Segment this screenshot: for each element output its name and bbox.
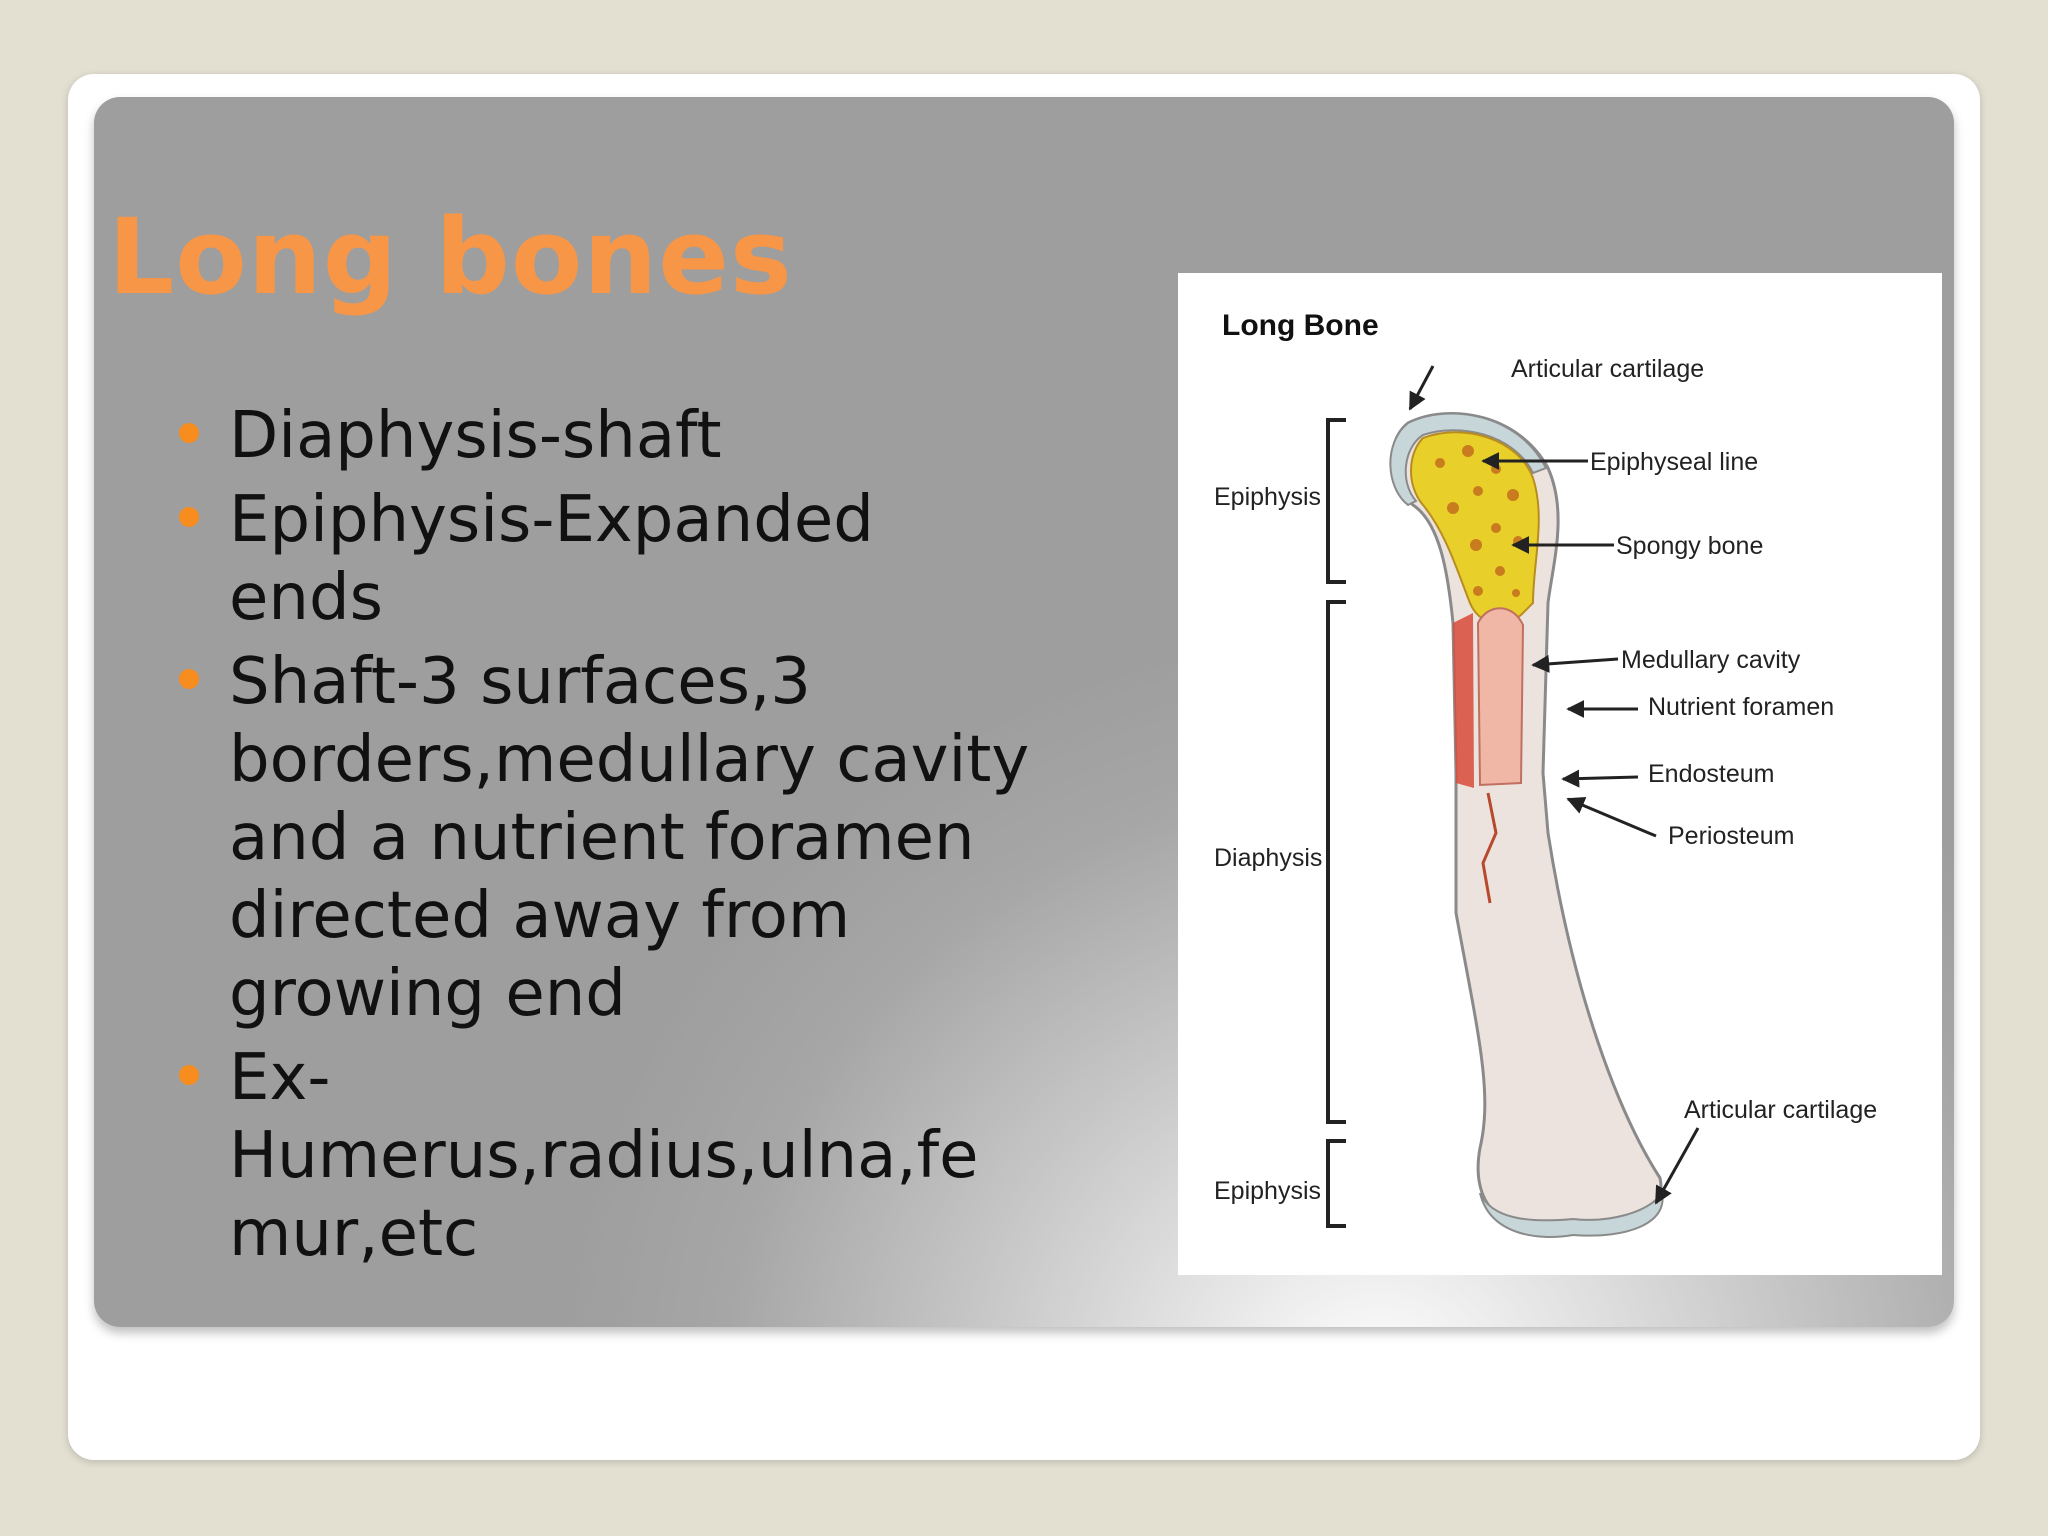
medullary-cavity: [1478, 608, 1523, 785]
slide-panel: [94, 97, 1954, 1327]
bullet-text: Shaft-3 surfaces,3 borders,medullary cavity and a nutrient foramen directed away from growing end: [229, 645, 1030, 1031]
region-epiphysis-top: Epiphysis: [1214, 483, 1321, 511]
label-articular-cartilage-bottom: Articular cartilage: [1684, 1096, 1878, 1124]
diagram-title: Long Bone: [1222, 309, 1379, 342]
bullet-item: [179, 481, 1039, 637]
bullet-text: Ex-Humerus,radius,ulna,femur,etc: [229, 1041, 979, 1271]
long-bone-diagram: [1178, 273, 1942, 1275]
label-periosteum: Periosteum: [1668, 822, 1795, 850]
slide-title: Long bones: [108, 196, 793, 318]
periosteum-layer: [1453, 613, 1474, 788]
bullet-dot-icon: [179, 1065, 199, 1085]
label-articular-cartilage-top: Articular cartilage: [1511, 355, 1705, 383]
bullet-dot-icon: [179, 669, 199, 689]
bullet-item: [179, 643, 1039, 1033]
bullet-text: Epiphysis-Expanded ends: [229, 483, 874, 635]
bullet-dot-icon: [179, 423, 199, 443]
region-diaphysis: Diaphysis: [1214, 844, 1323, 872]
label-nutrient-foramen: Nutrient foramen: [1648, 693, 1835, 721]
epiphysis-top-bracket: [1328, 420, 1346, 582]
diaphysis-bracket: [1328, 602, 1346, 1122]
epiphysis-bottom-bracket: [1328, 1141, 1346, 1226]
label-endosteum: Endosteum: [1648, 760, 1775, 788]
label-medullary-cavity: Medullary cavity: [1621, 646, 1801, 674]
bullet-item: [179, 1039, 1039, 1273]
label-spongy-bone: Spongy bone: [1616, 532, 1764, 560]
bullet-item: [179, 397, 1039, 475]
bullet-list: [179, 397, 1039, 1279]
region-epiphysis-bottom: Epiphysis: [1214, 1177, 1321, 1205]
bullet-dot-icon: [179, 507, 199, 527]
label-epiphyseal-line: Epiphyseal line: [1590, 448, 1759, 476]
bullet-text: Diaphysis-shaft: [229, 399, 722, 473]
long-bone-svg: [1178, 273, 1942, 1275]
